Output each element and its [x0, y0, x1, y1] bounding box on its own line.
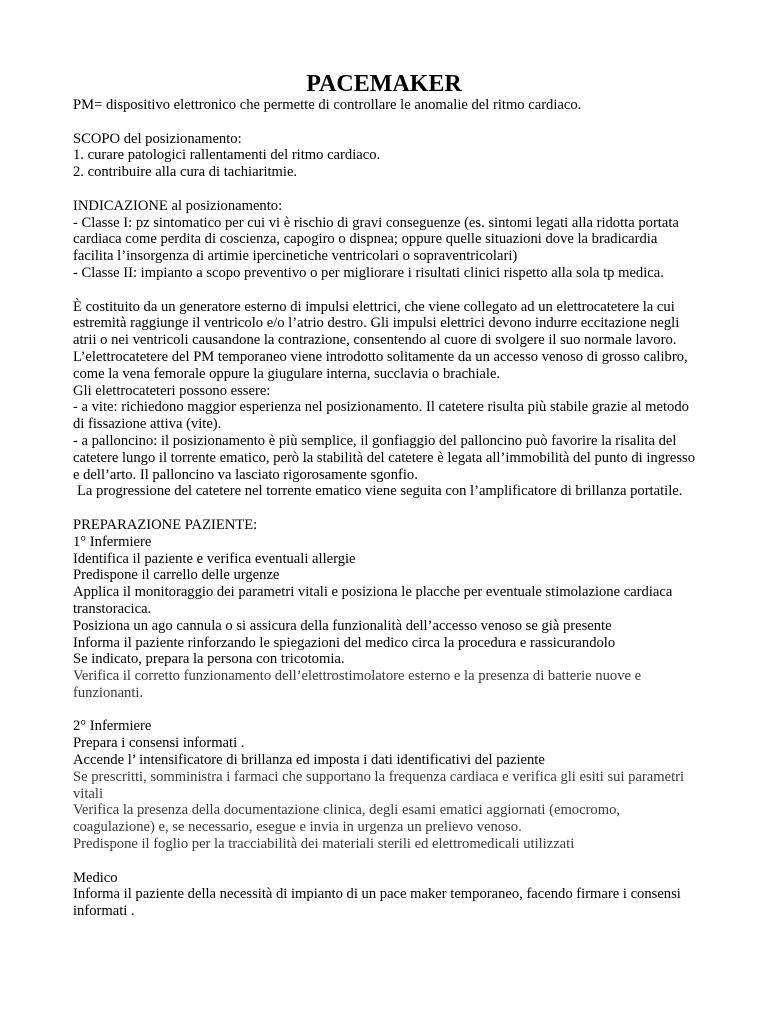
definition-text: PM= dispositivo elettronico che permette di controllare le anomalie del ritmo cardiaco.	[73, 97, 582, 113]
document-body	[73, 97, 699, 920]
indicazione-heading: INDICAZIONE al posizionamento:	[73, 197, 283, 214]
infermiere-2-heading: 2° Infermiere	[73, 718, 152, 735]
spacer	[73, 500, 699, 517]
spacer	[73, 181, 699, 198]
spacer	[73, 853, 699, 870]
elettrocatetere-palloncino: - a palloncino: il posizionamento è più semplice, il gonfiaggio del palloncino può favorire la risalita del catetere lungo il torrente ematico, però la stabilità del catetere è legata all’immobilità del punto di ingresso e dell’arto. Il palloncino va lasciato rigorosamente sgonfio.	[73, 432, 696, 483]
infermiere-2-item: Predispone il foglio per la tracciabilità dei materiali sterili ed elettromedicali utilizzati	[73, 836, 575, 853]
infermiere-1-item: Applica il monitoraggio dei parametri vitali e posiziona le placche per eventuale stimolazione cardiaca transtoracica.	[73, 584, 673, 617]
scopo-heading: SCOPO del posizionamento:	[73, 130, 242, 147]
infermiere-1-item: Posiziona un ago cannula o si assicura della funzionalità dell’accesso venoso se già presente	[73, 617, 612, 634]
spacer	[73, 282, 699, 299]
spacer	[73, 114, 699, 131]
infermiere-1-item: Verifica il corretto funzionamento dell’elettrostimolatore esterno e la presenza di batterie nuove e funzionanti.	[73, 668, 642, 701]
spacer	[73, 702, 699, 719]
medico-heading: Medico	[73, 869, 118, 886]
infermiere-2-item: Se prescritti, somministra i farmaci che supportano la frequenza cardiaca e verifica gli esiti sui parametri vitali	[73, 768, 685, 802]
progressione-text: La progressione del catetere nel torrente ematico viene seguita con l’amplificatore di brillanza portatile.	[77, 483, 683, 500]
descrizione-paragraph: È costituito da un generatore esterno di impulsi elettrici, che viene collegato ad un elettrocatetere la cui estremità raggiunge il ventricolo e/o l’atrio destro. Gli impulsi elettrici devono indurre eccitazione negli atrii o nei ventricoli causandone la contrazione, consentendo al cuore di svolgere il suo normale lavoro. L’elettrocatetere del PM temporaneo viene introdotto solitamente da un accesso venoso di grosso calibro, come la vena femorale oppure la giugulare interna, succlavia o brachiale.	[73, 298, 688, 382]
infermiere-1-item: Predispone il carrello delle urgenze	[73, 567, 280, 584]
medico-text: Informa il paziente della necessità di impianto di un pace maker temporaneo, facendo firmare i consensi informati .	[73, 886, 681, 920]
scopo-item: 2. contribuire alla cura di tachiaritmie.	[73, 164, 298, 181]
scopo-item: 1. curare patologici rallentamenti del ritmo cardiaco.	[73, 147, 381, 164]
indicazione-classe-1: - Classe I: pz sintomatico per cui vi è rischio di gravi conseguenze (es. sintomi legati alla ridotta portata cardiaca come perdita di coscienza, capogiro o dispnea; oppure quelle situazioni dove la bradicardia facilita l’insorgenza di artimie ipercinetiche ventricolari o sopraventricolari)	[73, 214, 679, 265]
infermiere-2-item: Accende l’ intensificatore di brillanza ed imposta i dati identificativi del paziente	[73, 752, 545, 769]
preparazione-heading: PREPARAZIONE PAZIENTE:	[73, 516, 258, 533]
infermiere-2-item: Verifica la presenza della documentazione clinica, degli esami ematici aggiornati (emocromo, coagulazione) e, se necessario, esegue e invia in urgenza un prelievo venoso.	[73, 802, 621, 836]
elettrocatetere-vite: - a vite: richiedono maggior esperienza nel posizionamento. Il catetere risulta più stabile grazie al metodo di fissazione attiva (vite).	[73, 399, 689, 433]
elettrocateteri-heading: Gli elettrocateteri possono essere:	[73, 382, 271, 399]
infermiere-1-item: Se indicato, prepara la persona con tricotomia.	[73, 651, 345, 668]
infermiere-2-item: Prepara i consensi informati .	[73, 735, 245, 752]
indicazione-classe-2: - Classe II: impianto a scopo preventivo o per migliorare i risultati clinici rispetto alla sola tp medica.	[73, 264, 664, 281]
infermiere-1-heading: 1° Infermiere	[73, 533, 152, 550]
document-title: PACEMAKER	[306, 71, 462, 97]
infermiere-1-item: Identifica il paziente e verifica eventuali allergie	[73, 550, 356, 567]
infermiere-1-item: Informa il paziente rinforzando le spiegazioni del medico circa la procedura e rassicurandolo	[73, 634, 616, 651]
